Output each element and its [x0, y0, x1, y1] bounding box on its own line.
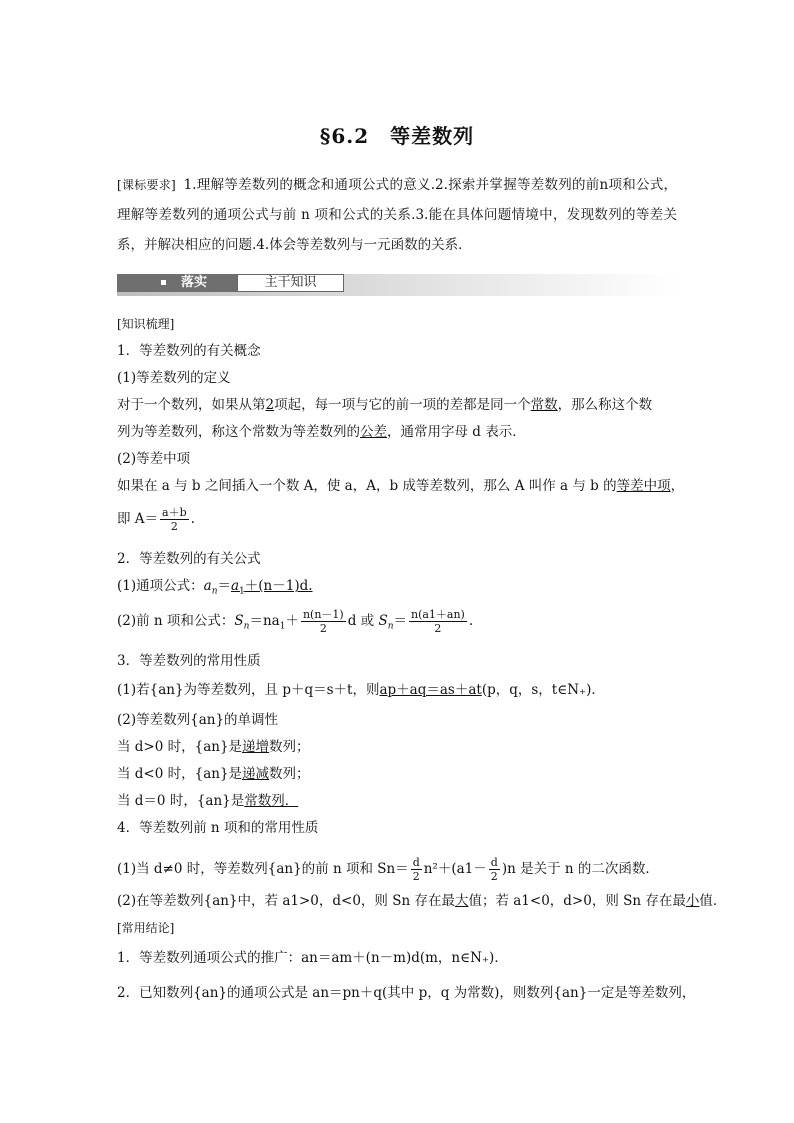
fraction: $\frac{n(a1+an)}{2}$ — [410, 608, 465, 635]
fraction: $\frac{a+b}{2}$ — [162, 506, 187, 533]
heading-1-1: (1)等差数列的定义 — [117, 370, 231, 386]
blank-answer: 常数列． — [244, 793, 299, 809]
conclusion-2: 2．已知数列{an}的通项公式是 an＝pn＋q(其中 p，q 为常数)，则数列{an}一定是等差数列， — [117, 985, 696, 1001]
monotonic-constant: 当 d＝0 时，{an}是常数列． — [117, 793, 299, 809]
blank-answer: 等差中项 — [616, 478, 671, 494]
blank-answer: 2 — [265, 397, 275, 413]
knowledge-tag: [知识梳理] — [117, 317, 175, 331]
curriculum-requirements — [117, 170, 677, 260]
heading-1-2: (2)等差中项 — [117, 451, 191, 467]
blank-answer: 常数 — [530, 397, 558, 413]
requirements-text: 1.理解等差数列的概念和通项公式的意义.2.探索并掌握等差数列的前n项和公式，理解等差数列的通项公式与前 n 项和公式的关系.3.能在具体问题情境中，发现数列的等差关系，并解决相应的问题.4.体会等差数列与一元函数的关系． — [117, 177, 677, 253]
heading-1: 1．等差数列的有关概念 — [117, 343, 261, 359]
formula-general-term: (1)通项公式：$a_n=a_1+(n-1)d$. — [117, 578, 313, 597]
blank-answer: ap＋aq＝as＋at — [379, 682, 482, 698]
fraction: $\frac{d}{2}$ — [412, 856, 420, 883]
property-2: (2)等差数列{an}的单调性 — [117, 712, 279, 728]
fraction: $\frac{d}{2}$ — [490, 856, 498, 883]
heading-4: 4．等差数列前 n 项和的常用性质 — [117, 820, 319, 836]
section-banner — [117, 274, 677, 296]
blank-answer: 递增 — [242, 739, 270, 755]
fraction: $\frac{n(n-1)}{2}$ — [302, 608, 344, 635]
formula-sum: (2)前 n 项和公式：$S_n=na_1+$ $\frac{n(n-1)}{2}$ d 或 $S_n=$ $\frac{n(a1+an)}{2}$ . — [117, 608, 474, 635]
banner-dark-label: 落实 — [181, 275, 208, 290]
conclusion-1: 1．等差数列通项公式的推广：an＝am＋(n－m)d(m，n∈N₊)． — [117, 950, 508, 966]
monotonic-increasing: 当 d>0 时，{an}是递增数列； — [117, 739, 310, 755]
sum-property-2: (2)在等差数列{an}中，若 a1>0，d<0，则 Sn 存在最大值；若 a1<0，d>0，则 Sn 存在最小值． — [117, 893, 727, 909]
requirements-tag: [课标要求] — [117, 178, 176, 192]
property-1: (1)若{an}为等差数列，且 p＋q＝s＋t，则ap＋aq＝as＋at(p，q，s，t∈N₊)． — [117, 682, 605, 698]
blank-answer: 小 — [685, 893, 700, 909]
banner-white-label: 主干知识 — [237, 274, 344, 292]
square-bullet-icon — [161, 280, 166, 285]
sum-property-1: (1)当 d≠0 时，等差数列{an}的前 n 项和 Sn＝ $\frac{d}{2}$ n²＋(a1－ $\frac{d}{2}$ )n 是关于 n 的二次函数． — [117, 856, 659, 883]
page-title: §6.2 等差数列 — [319, 124, 475, 148]
monotonic-decreasing: 当 d<0 时，{an}是递减数列； — [117, 766, 310, 782]
mean-line-2: 即 A＝ $\frac{a+b}{2}$ . — [117, 506, 195, 533]
definition-line-2: 列为等差数列，称这个常数为等差数列的公差，通常用字母 d 表示． — [117, 424, 526, 440]
mean-line-1: 如果在 a 与 b 之间插入一个数 A，使 a，A，b 成等差数列，那么 A 叫作 a 与 b 的等差中项， — [117, 478, 685, 494]
blank-answer: 大 — [454, 893, 469, 909]
blank-answer: 公差 — [360, 424, 387, 440]
common-conclusions-tag: [常用结论] — [117, 921, 175, 935]
blank-answer: 递减 — [242, 766, 270, 782]
definition-line-1: 对于一个数列，如果从第2项起，每一项与它的前一项的差都是同一个常数，那么称这个数 — [117, 397, 653, 413]
heading-2: 2．等差数列的有关公式 — [117, 551, 261, 567]
heading-3: 3．等差数列的常用性质 — [117, 653, 261, 669]
